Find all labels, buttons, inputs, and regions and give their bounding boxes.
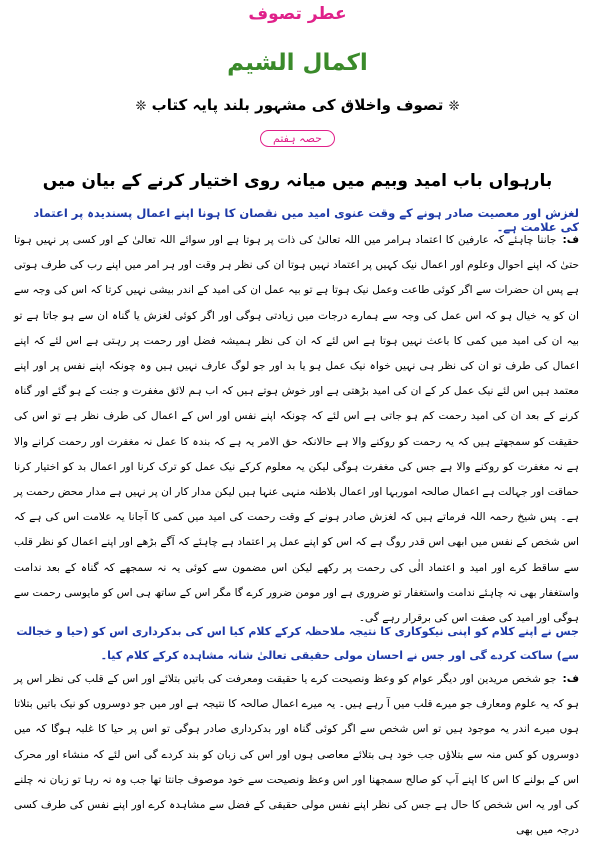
section1-paragraph — [14, 228, 579, 631]
section-tag: عطر تصوف — [248, 4, 347, 24]
section2-heading: جس نے اپنے کلام کو اپنی نیکوکاری کا نتیجہ ملاحظہ کرکے کلام کیا اس کی بدکرداری اس کو (حیا و خجالت سے) ساکت کردے گی اور جس نے احسان مولی حقیقی تعالیٰ شانہ مشاہدہ کرکے کلام کیا۔ — [16, 625, 579, 662]
section1-label: ف: — [562, 234, 579, 246]
book-subtitle — [0, 96, 595, 114]
part-badge: حصہ ہفتم — [260, 130, 335, 147]
subtitle-text: تصوف واخلاق کی مشہور بلند پایہ کتاب — [151, 96, 444, 114]
section2-paragraph — [14, 667, 579, 843]
section1-heading: لغزش اور معصیت صادر ہونے کے وقت عنوی امید میں نقصان کا ہونا اپنے اعمال پسندیدہ پر اعتماد کی علامت ہے۔ — [33, 206, 579, 234]
ornament-right-icon: ❊ — [448, 99, 460, 114]
book-title: اکمال الشیم — [227, 50, 368, 76]
chapter-title: بارہواں باب امید وبیم میں میانہ روی اختیار کرنے کے بیان میں — [42, 171, 553, 191]
section1-text: جاننا چاہئے کہ عارفین کا اعتماد ہرامر میں اللہ تعالیٰ کی ذات پر ہوتا ہے اور سوائے اللہ تعالیٰ کے اور کسی پر نہیں ہوتا حتیٰ کہ اپنے احوال وعلوم اور اعمال نیک کہیں پر اعتماد نہیں ہوتا ان کی نظر ہر وقت اور ہر امر میں اپنے رب کی طرف ہوتی ہے پس ان حضرات سے اگر کوئی طاعت وعمل نیک ہوتا ہے تو بیہ عمل ان کی امید کے اندر بیشی نہیں کرتا کہ اس کی وجہ سے ان کو یہ خیال ہو کہ اس عمل کی وجہ سے ہمارے درجات میں زیادتی ہوگی اور اگر کوئی لغزش یا گناہ ان سے ہو جاتا ہے تو بیہ ان کی امید میں کمی کا باعث نہیں ہوتا ہے اس لئے کہ ان کی نظر ہمیشہ فضل اور رحمت پر رہتی ہے اس لئے کہ اپنے اعمال کی طرف تو ان کی نظر ہی نہیں خواہ نیک عمل ہو یا بد اور جو لوگ عارف نہیں ہیں وہ چونکہ اپنے نفس پر اور اپنے معتمد ہیں اس لئے نیک عمل کر کے ان کی امید بڑھتی ہے اور خوش ہوتے ہیں کہ اب ہم لائق مغفرت و جنت کے ہو گئے اور گناہ کرنے کے بعد ان کی امید رحمت کم ہو جاتی ہے اس لئے کہ چونکہ اپنے نفس اور اس کے اعمال کی طرف نظر ہے تو اس کی حقیقت کو سمجھتے ہیں کہ یہ رحمت کو روکنے والا ہے حالانکہ حق الامر یہ ہے کہ بندہ کا عمل نہ مغفرت اور رحمت کرانے والا ہے نہ مغفرت کو روکنے والا ہے جس کی مغفرت ہوگی لیکن یہ معلوم کرکے نیک عمل کو ترک کرنا اور اعمال بد کو اختیار کرنا حماقت اور جہالت ہے اعمال صالحہ اموربہا اور اعمال بلاطنہ منہی عنہا ہیں لیکن مدار کار ان پر نہیں ہے مدار محض رحمت پر ہے۔ پس شیخ رحمہ اللہ فرماتے ہیں کہ لغزش صادر ہونے کے وقت رحمت کی امید میں کمی کا آجانا یہ علامت اس کی ہے کہ اس شخص کے نفس میں ابھی اس قدر روگ ہے کہ اس کو اپنے عمل پر اعتماد ہے چاہئے کہ آگے بڑھے اور اپنے اعمال کو نظر قلب سے ساقط کرے اور امید و اعتماد الٰی کی رحمت پر رکھے لیکن اس مضمون سے کوئی یہ نہ سمجھے کہ گناہ کے بعد ندامت واستغفار بھی نہ چاہئے ندامت واستغفار تو ضروری ہے اور مومن ضرور کرے گا مگر اس کے ساتھ ہی اس کو مایوسی رحمت سے ہوگی اور امید کی صفت اس کی برقرار رہے گی۔ — [14, 234, 579, 625]
part-badge-wrap — [0, 127, 595, 147]
section2-label: ف: — [562, 673, 579, 685]
section2-text: جو شخص مریدین اور دیگر عوام کو وعظ ونصیحت کرے یا حقیقت ومعرفت کی باتیں بتلائے اور اس کے قلب کی نظر اس پر ہو کہ یہ علوم ومعارف جو میرے قلب میں آ رہے ہیں۔ یہ میرے اعمال صالحہ کا نتیجہ ہے اور میں جو دوسروں کو نیک باتیں بتلاتا ہوں میرے اندر یہ موجود ہیں تو اس شخص سے اگر کوئی گناہ اور بدکرداری صادر ہوگی تو اس پر حیا کا غلبہ ہوگا کہ میں دوسروں کو کس منہ سے بتلاؤں جب خود ہی بتلائے معاصی ہوں اور اس کی زبان کو بند کردے گی اس لئے کہ منشاء اور محرک اس کے بولنے کا اس کا اپنے آپ کو صالح سمجھنا اور اس وعظ ونصیحت سے خود موصوف جانتا تھا جب وہ نہ رہا تو زبان نہ چلنے کی اور یہ اس شخص کا حال ہے جس کی نظر اپنے نفس مولی حقیقی کے فضل سے مشاہدہ کرے اور اپنے نفس کی طرف کسی درجہ میں بھی — [14, 673, 579, 837]
ornament-left-icon: ❊ — [135, 99, 147, 114]
